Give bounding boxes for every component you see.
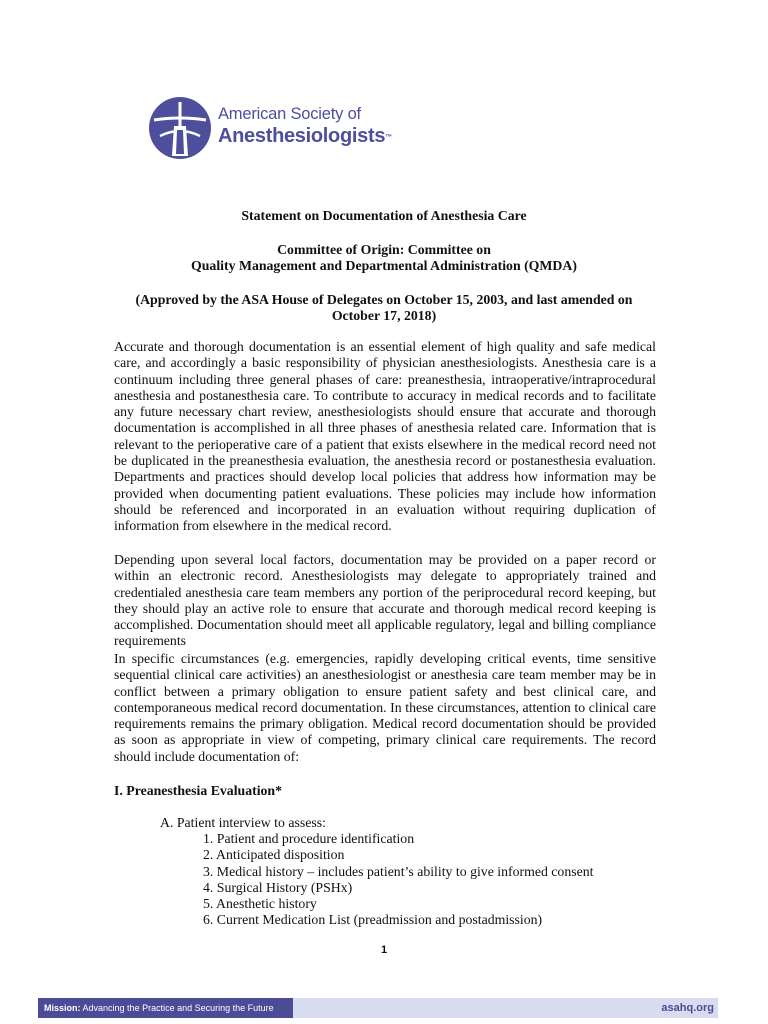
logo-line-1: American Society of	[218, 105, 361, 123]
list-item: 5. Anesthetic history	[203, 896, 317, 912]
document-title: Statement on Documentation of Anesthesia Care	[241, 208, 527, 223]
list-item: 3. Medical history – includes patient’s ability to give informed consent	[203, 863, 594, 879]
footer-bar	[38, 998, 718, 1018]
website-link[interactable]: asahq.org	[661, 1002, 714, 1014]
committee-block	[0, 242, 768, 274]
paragraph-record-format: Depending upon several local factors, documentation may be provided on a paper record or within an electronic record. Anesthesiologists may delegate to appropriately trained and credentialed anesthesia care team members any portion of the periprocedural record keeping, but they should play an active role to ensure that accurate and thorough medical record keeping is accomplished. Documentation should meet all applicable regulatory, legal and billing compliance requirements	[114, 552, 656, 649]
footer-light-band	[293, 998, 718, 1018]
logo-wordmark: Anesthesiologists	[218, 125, 386, 147]
committee-line-1: Committee of Origin: Committee on	[277, 242, 491, 257]
list-item: 2. Anticipated disposition	[203, 847, 345, 863]
paragraph-specific-circumstances: In specific circumstances (e.g. emergencies, rapidly developing critical events, time sensitive sequential clinical care activities) an anesthesiologist or anesthesia care team member may be in conflict between a primary obligation to ensure patient safety and best clinical care, and contemporaneous medical record documentation. In these circumstances, attention to clinical care requirements remains the primary obligation. Medical record documentation should be provided as soon as appropriate in view of competing, primary clinical care requirements. The record should include documentation of:	[114, 651, 656, 764]
trademark-symbol: ™	[385, 134, 392, 141]
asa-emblem-icon	[148, 96, 212, 160]
section-heading: I. Preanesthesia Evaluation*	[114, 783, 283, 798]
logo-line-2	[218, 124, 398, 148]
approval-line-1: (Approved by the ASA House of Delegates on October 15, 2003, and last amended on	[135, 292, 633, 307]
list-lead: A. Patient interview to assess:	[160, 815, 326, 830]
list-item: 1. Patient and procedure identification	[203, 831, 415, 846]
paragraph-intro: Accurate and thorough documentation is an essential element of high quality and safe medical care, and accordingly a basic responsibility of physician anesthesiologists. Anesthesia care is a continuum including three general phases of care: preanesthesia, intraoperative/intraprocedural anesthesia and postanesthesia care. To contribute to accuracy in medical records and to facilitate any future necessary chart review, anesthesiologists should ensure that accurate and thorough documentation is accomplished in all three phases of anesthesia related care. Information that is relevant to the perioperative care of a patient that exists elsewhere in the medical record need not be duplicated in the preanesthesia evaluation, the anesthesia record or postanesthesia evaluation. Departments and practices should develop local policies that address how information may be provided when documenting patient evaluations. These policies may include how information should be referenced and incorporated in an evaluation without requiring duplication of information from elsewhere in the medical record.	[114, 339, 656, 534]
asa-logo	[148, 96, 392, 160]
mission-label: Mission:	[44, 1003, 81, 1013]
list-item: 6. Current Medication List (preadmission and postadmission)	[203, 912, 543, 928]
page-number: 1	[380, 944, 388, 956]
mission-text: Advancing the Practice and Securing the Future	[82, 1003, 274, 1013]
committee-line-2: Quality Management and Departmental Administration (QMDA)	[191, 258, 577, 273]
assessment-list	[203, 831, 593, 929]
approval-block	[0, 292, 768, 324]
list-item: 4. Surgical History (PSHx)	[203, 879, 353, 895]
approval-line-2: October 17, 2018)	[331, 308, 437, 323]
footer-mission	[38, 998, 293, 1018]
